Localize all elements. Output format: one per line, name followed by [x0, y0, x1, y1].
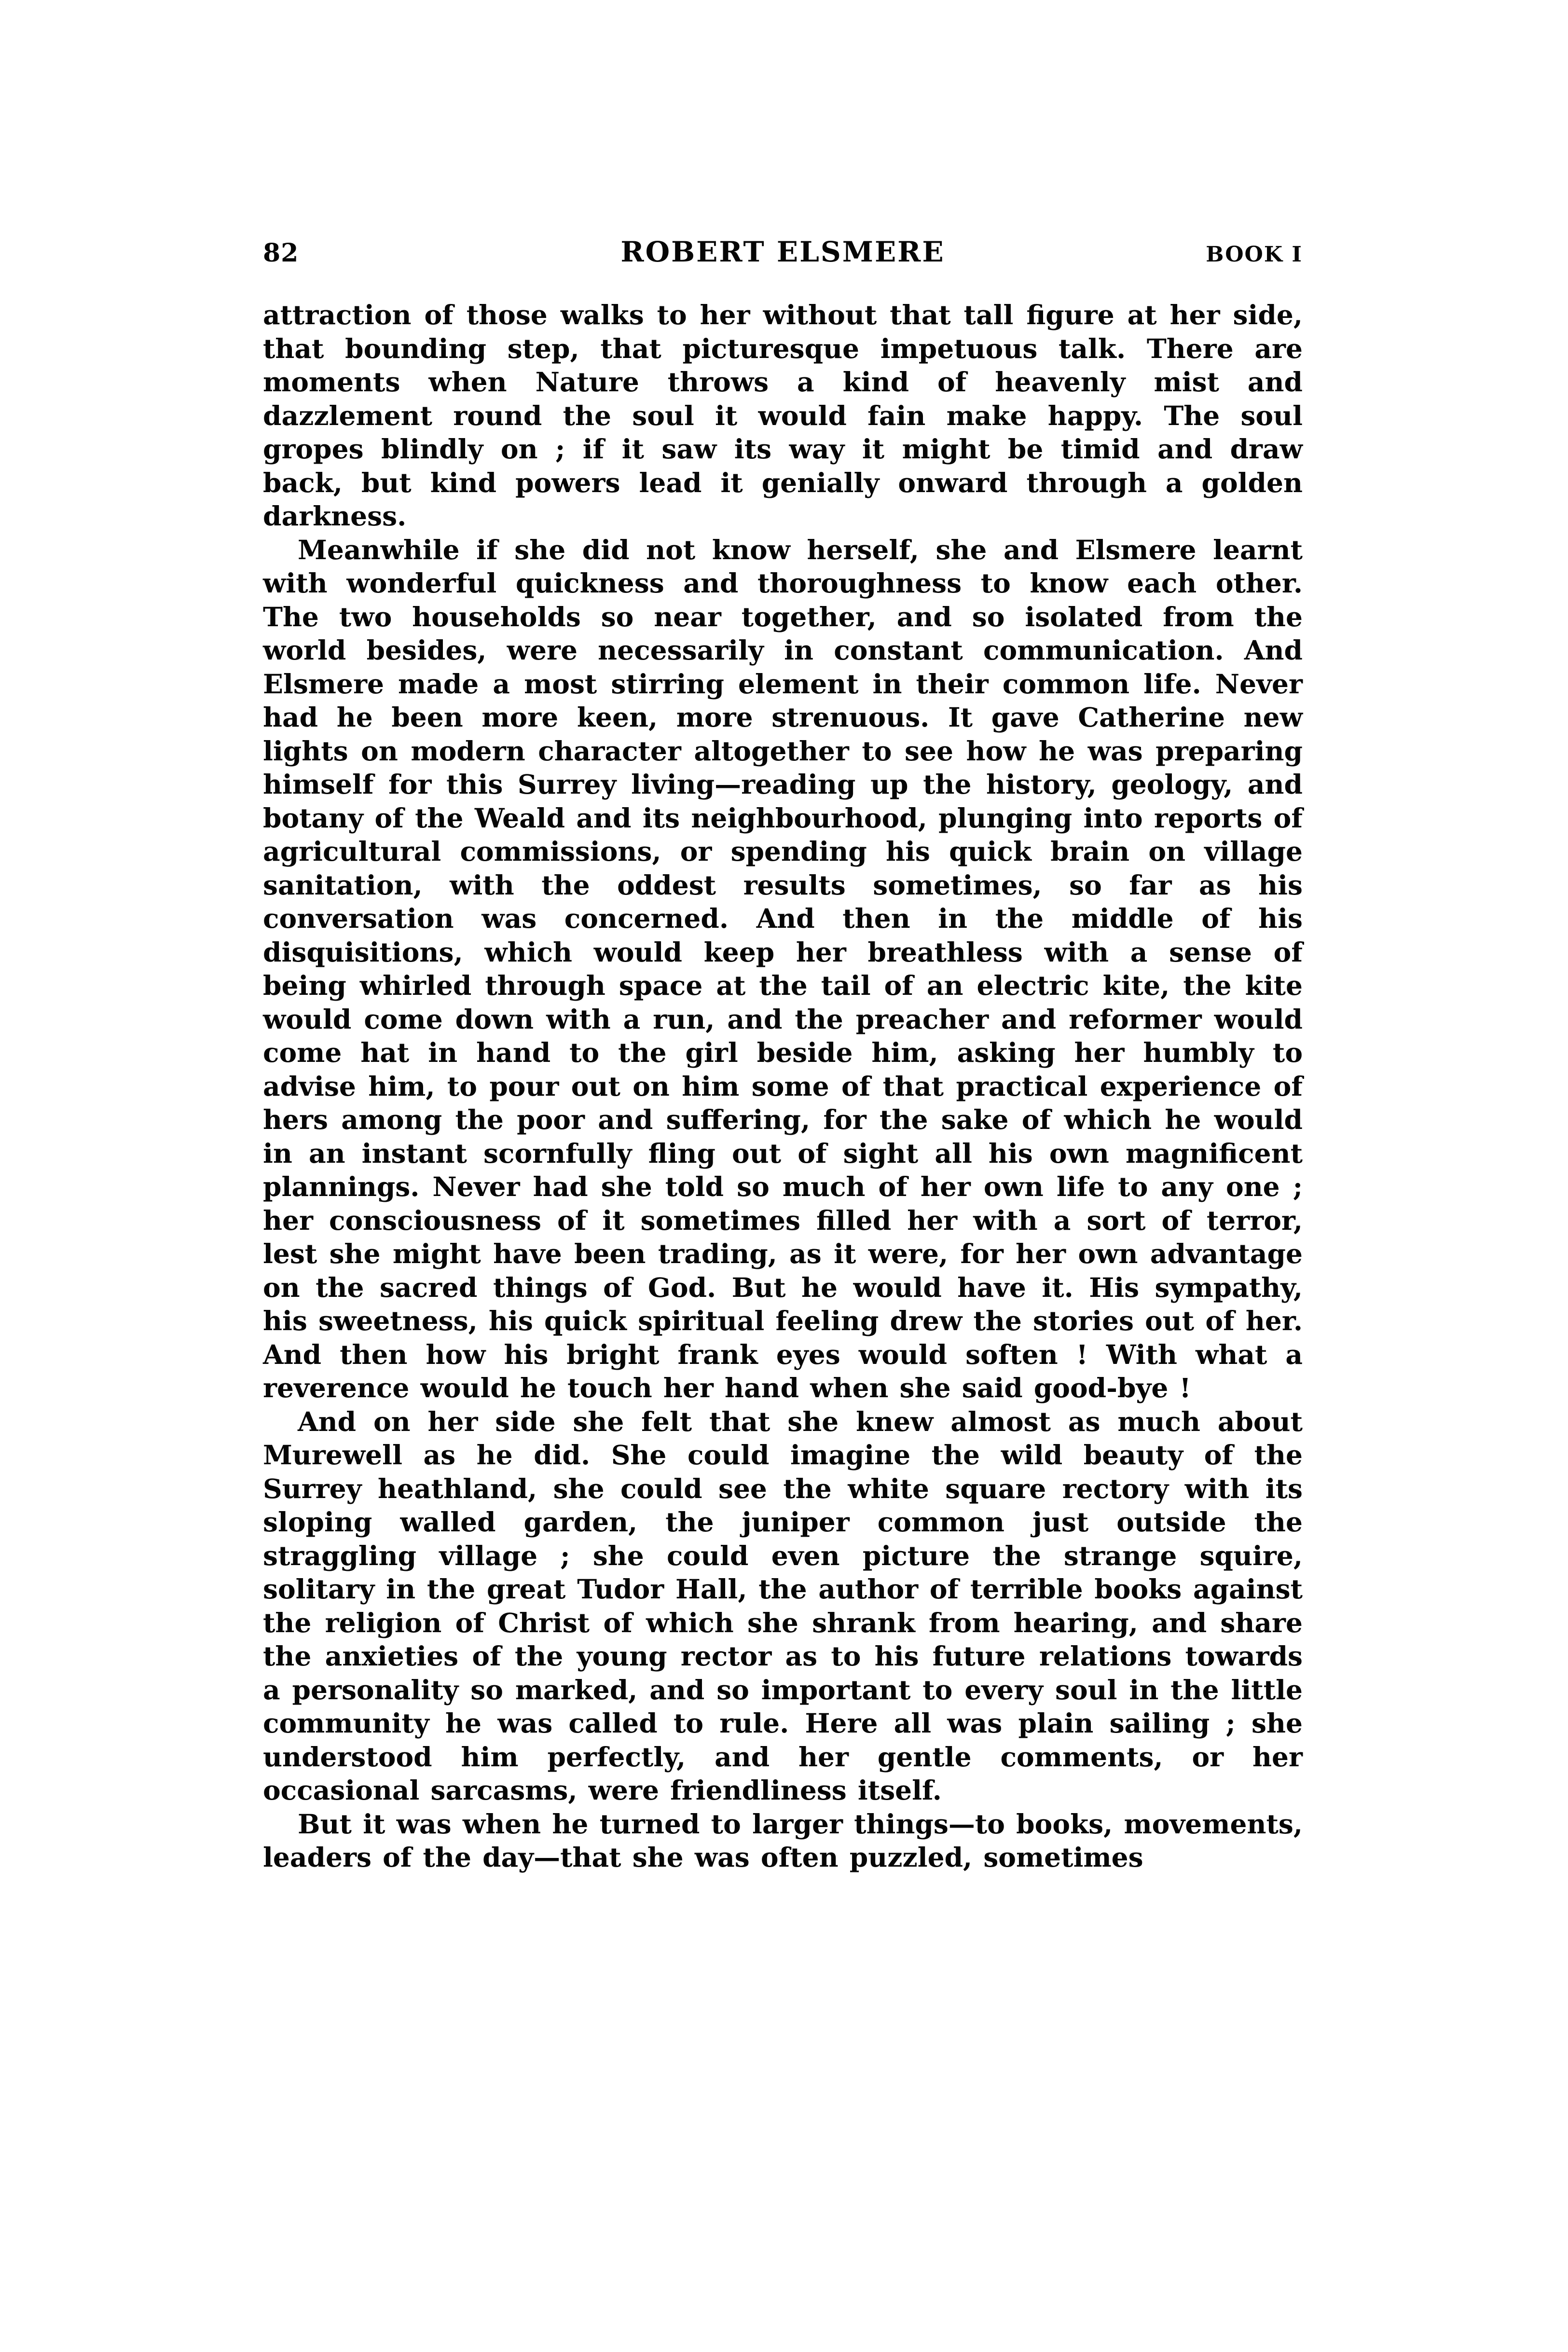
book-label: BOOK I — [1206, 242, 1303, 267]
text-block — [263, 235, 1303, 1874]
page-number: 82 — [263, 238, 299, 268]
paragraph: But it was when he turned to larger things—to books, movements, leaders of the day—that she was often puzzled, sometimes — [263, 1808, 1303, 1873]
body-text — [263, 298, 1303, 1874]
paragraph: And on her side she felt that she knew almost as much about Murewell as he did. She could imagine the wild beauty of the Surrey heathland, she could see the white square rectory with its sloping walled garden, the juniper common just outside the straggling village ; she could even picture the strange squire, solitary in the great Tudor Hall, the author of terrible books against the religion of Christ of which she shrank from hearing, and share the anxieties of the young rector as to his future relations towards a personality so marked, and so important to every soul in the little community he was called to rule. Here all was plain sailing ; she understood him perfectly, and her gentle comments, or her occasional sarcasms, were friendliness itself. — [263, 1405, 1303, 1806]
running-header — [263, 235, 1303, 268]
paragraph: attraction of those walks to her without that tall figure at her side, that bounding step, that picturesque impetuous talk. There are moments when Nature throws a kind of heavenly mist and dazzlement round the soul it would fain make happy. The soul gropes blindly on ; if it saw its way it might be timid and draw back, but kind powers lead it genially onward through a golden darkness. — [263, 299, 1303, 532]
running-title: ROBERT ELSMERE — [620, 235, 945, 268]
paragraph: Meanwhile if she did not know herself, she and Elsmere learnt with wonderful quickness and thoroughness to know each other. The two households so near together, and so isolated from the world besides, were necessarily in constant communication. And Elsmere made a most stirring element in their common life. Never had he been more keen, more strenuous. It gave Catherine new lights on modern character altogether to see how he was preparing himself for this Surrey living—reading up the history, geology, and botany of the Weald and its neighbourhood, plunging into reports of agricultural commissions, or spending his quick brain on village sanitation, with the oddest results sometimes, so far as his conversation was concerned. And then in the middle of his disquisitions, which would keep her breathless with a sense of being whirled through space at the tail of an electric kite, the kite would come down with a run, and the preacher and reformer would come hat in hand to the girl beside him, asking her humbly to advise him, to pour out on him some of that practical experience of hers among the poor and suffering, for the sake of which he would in an instant scornfully fling out of sight all his own magnificent plannings. Never had she told so much of her own life to any one ; her consciousness of it sometimes filled her with a sort of terror, lest she might have been trading, as it were, for her own advantage on the sacred things of God. But he would have it. His sympathy, his sweetness, his quick spiritual feeling drew the stories out of her. And then how his bright frank eyes would soften ! With what a reverence would he touch her hand when she said good-bye ! — [263, 534, 1303, 1403]
